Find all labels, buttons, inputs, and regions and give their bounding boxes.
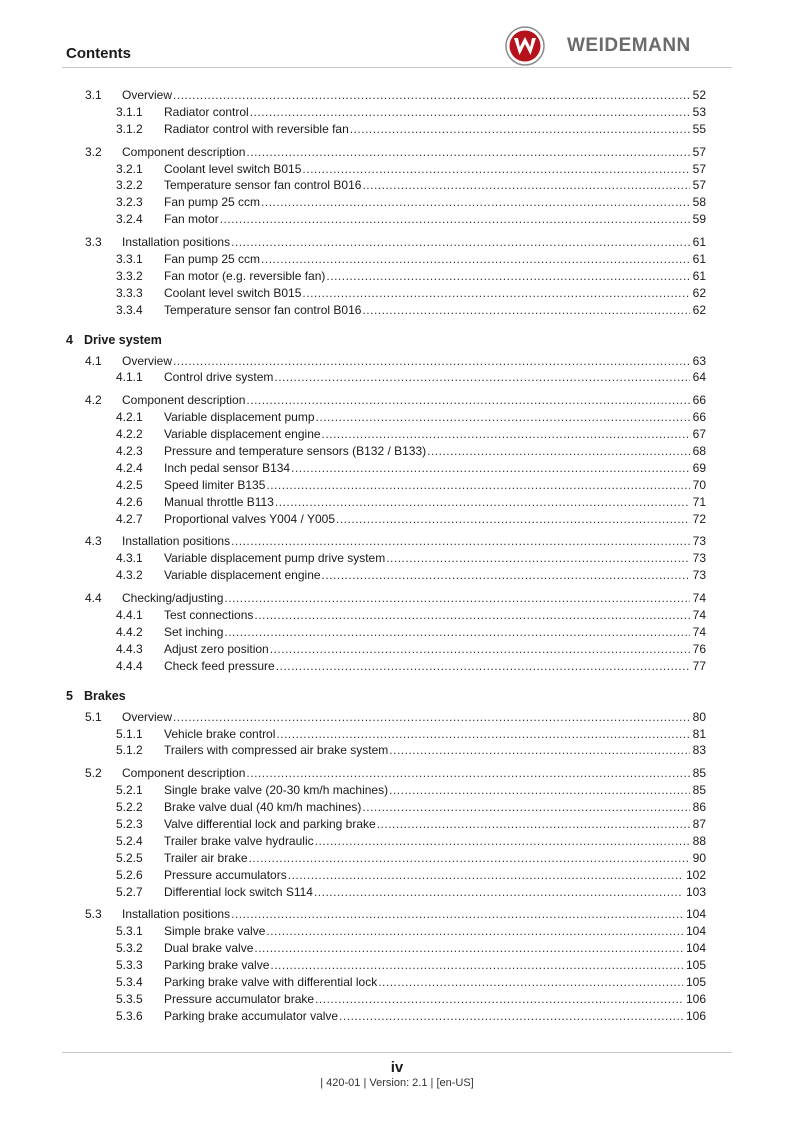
toc-section-number: 4.2.4 [116,460,143,475]
toc-entry[interactable] [0,641,794,658]
toc-section-title: Coolant level switch B015 [164,285,302,300]
toc-entry[interactable] [0,658,794,675]
table-of-contents [0,87,794,1025]
toc-page-number: 68 [690,443,706,460]
toc-section-title: Speed limiter B135 [164,477,266,492]
dot-leader [288,867,706,884]
dot-leader [362,302,706,319]
toc-section-title: Set inching [164,624,224,639]
toc-entry[interactable] [0,709,794,726]
toc-section-title: Variable displacement pump drive system [164,551,386,566]
toc-entry[interactable] [0,104,794,121]
toc-section-title: Adjust zero position [164,641,269,656]
toc-entry[interactable] [0,850,794,867]
toc-section-title: Component description [122,393,246,408]
dot-leader [246,765,706,782]
toc-section-title: Inch pedal sensor B134 [164,460,291,475]
dot-leader [250,104,706,121]
dot-leader [276,726,706,743]
toc-page-number: 104 [683,906,706,923]
toc-entry[interactable] [0,782,794,799]
toc-page-number: 87 [690,816,706,833]
toc-page-number: 77 [690,658,706,675]
toc-page-number: 62 [690,302,706,319]
toc-section-title: Fan pump 25 ccm [164,195,261,210]
toc-section-title: Installation positions [122,534,231,549]
toc-page-number: 73 [690,550,706,567]
toc-section-number: 5.2.4 [116,833,143,848]
toc-page-number: 61 [690,234,706,251]
header-divider [62,67,732,68]
toc-page-number: 104 [683,940,706,957]
toc-page-number: 55 [690,121,706,138]
toc-section-number: 5.3 [85,907,102,922]
toc-entry[interactable] [0,957,794,974]
toc-section-number: 4.2.7 [116,511,143,526]
toc-section-number: 5.2.3 [116,816,143,831]
dot-leader [377,816,706,833]
toc-section-title: Vehicle brake control [164,726,276,741]
toc-entry[interactable] [0,991,794,1008]
toc-section-number: 3.3.2 [116,268,143,283]
toc-section-number: 5.2.1 [116,783,143,798]
dot-leader [231,533,706,550]
toc-chapter-heading [0,329,794,351]
toc-entry[interactable] [0,443,794,460]
toc-entry[interactable] [0,369,794,386]
dot-leader [270,957,706,974]
toc-section-title: Control drive system [164,370,274,385]
dot-leader [378,974,706,991]
toc-section-number: 4.2.6 [116,494,143,509]
toc-entry[interactable] [0,194,794,211]
toc-section-title: Overview [122,709,173,724]
toc-entry[interactable] [0,742,794,759]
toc-page-number: 66 [690,409,706,426]
toc-page-number: 88 [690,833,706,850]
toc-section-number: 4.4.1 [116,608,143,623]
toc-entry[interactable] [0,460,794,477]
toc-entry[interactable] [0,285,794,302]
toc-section-number: 5 [66,688,73,703]
toc-page-number: 73 [690,533,706,550]
toc-section-number: 3.1.1 [116,104,143,119]
dot-leader [261,251,706,268]
toc-page-number: 57 [690,144,706,161]
toc-section-title: Pressure and temperature sensors (B132 / B133) [164,444,427,459]
toc-page-number: 69 [690,460,706,477]
toc-section-title: Valve differential lock and parking brake [164,816,376,831]
toc-section-number: 4.4 [85,591,102,606]
toc-section-number: 5.2.6 [116,867,143,882]
toc-entry[interactable] [0,477,794,494]
toc-section-title: Simple brake valve [164,924,266,939]
dot-leader [274,369,706,386]
toc-page-number: 74 [690,607,706,624]
dot-leader [427,443,706,460]
toc-entry[interactable] [0,251,794,268]
toc-section-title: Parking brake valve [164,958,270,973]
toc-section-number: 3.1 [85,88,102,102]
toc-entry[interactable] [0,177,794,194]
dot-leader [261,194,706,211]
toc-section-number: 5.3.6 [116,1008,143,1023]
toc-section-number: 5.3.3 [116,958,143,973]
toc-section-title: Pressure accumulator brake [164,991,315,1006]
dot-leader [173,353,706,370]
dot-leader [246,392,706,409]
toc-section-number: 4.4.4 [116,658,143,673]
dot-leader [339,1008,706,1025]
dot-leader [276,658,706,675]
toc-page-number: 67 [690,426,706,443]
dot-leader [291,460,706,477]
toc-section-number: 3.3.4 [116,302,143,317]
toc-page-number: 61 [690,268,706,285]
toc-entry[interactable] [0,607,794,624]
page-title: Contents [66,45,131,62]
toc-entry[interactable] [0,161,794,178]
toc-entry[interactable] [0,409,794,426]
toc-page-number: 85 [690,765,706,782]
toc-page-number: 66 [690,392,706,409]
toc-section-title: Component description [122,144,246,159]
dot-leader [220,211,706,228]
toc-entry[interactable] [0,923,794,940]
toc-page-number: 53 [690,104,706,121]
toc-entry[interactable] [0,833,794,850]
toc-page-number: 74 [690,590,706,607]
toc-entry[interactable] [0,494,794,511]
dot-leader [389,782,706,799]
toc-entry[interactable] [0,211,794,228]
toc-entry[interactable] [0,87,794,104]
toc-page-number: 103 [683,884,706,901]
toc-page-number: 106 [683,1008,706,1025]
dot-leader [316,409,706,426]
toc-entry[interactable] [0,144,794,161]
toc-section-title: Coolant level switch B015 [164,161,302,176]
toc-entry[interactable] [0,392,794,409]
dot-leader [249,850,706,867]
toc-section-title: Brake valve dual (40 km/h machines) [164,800,362,815]
toc-page-number: 86 [690,799,706,816]
toc-entry[interactable] [0,765,794,782]
toc-section-title: Variable displacement engine [164,568,321,583]
dot-leader [386,550,706,567]
toc-entry[interactable] [0,567,794,584]
toc-section-title: Fan pump 25 ccm [164,252,261,267]
dot-leader [246,144,706,161]
toc-section-title: Test connections [164,608,254,623]
toc-section-title: Differential lock switch S114 [164,884,313,899]
toc-section-title: Installation positions [122,907,231,922]
toc-page-number: 71 [690,494,706,511]
dot-leader [336,511,706,528]
brand-logo [505,26,691,66]
toc-section-title: Radiator control [164,104,249,119]
toc-section-title: Radiator control with reversible fan [164,121,349,136]
toc-section-title: Trailer brake valve hydraulic [164,833,314,848]
toc-entry[interactable] [0,533,794,550]
toc-page-number: 52 [690,87,706,104]
toc-page-number: 83 [690,742,706,759]
toc-section-number: 5.2.2 [116,800,143,815]
dot-leader [389,742,706,759]
toc-entry[interactable] [0,624,794,641]
toc-section-title: Parking brake accumulator valve [164,1008,339,1023]
toc-section-number: 5.3.4 [116,974,143,989]
toc-entry[interactable] [0,268,794,285]
toc-page-number: 73 [690,567,706,584]
document-version-info: | 420-01 | Version: 2.1 | [en-US] [320,1077,474,1089]
toc-section-title: Temperature sensor fan control B016 [164,178,362,193]
toc-section-title: Overview [122,88,173,102]
toc-section-title: Component description [122,766,246,781]
toc-entry[interactable] [0,867,794,884]
brand-name: WEIDEMANN [567,35,691,56]
toc-entry[interactable] [0,590,794,607]
toc-entry[interactable] [0,974,794,991]
toc-section-title: Drive system [84,332,162,347]
toc-section-number: 3.3.3 [116,285,143,300]
toc-section-title: Proportional valves Y004 / Y005 [164,511,336,526]
toc-section-title: Brakes [84,688,126,703]
toc-section-title: Checking/adjusting [122,591,224,606]
toc-section-number: 4.4.2 [116,624,143,639]
toc-section-number: 4.2.1 [116,410,143,425]
dot-leader [362,177,706,194]
toc-section-title: Variable displacement engine [164,427,321,442]
toc-entry[interactable] [0,940,794,957]
toc-section-number: 4.2.5 [116,477,143,492]
toc-page-number: 90 [690,850,706,867]
dot-leader [302,161,706,178]
toc-section-number: 4.3 [85,534,102,549]
toc-entry[interactable] [0,234,794,251]
toc-section-title: Check feed pressure [164,658,275,673]
toc-entry[interactable] [0,121,794,138]
toc-page-number: 74 [690,624,706,641]
toc-section-number: 4.1.1 [116,370,143,385]
weidemann-w-logo-icon [505,26,545,66]
toc-page-number: 76 [690,641,706,658]
toc-section-number: 4.3.1 [116,551,143,566]
dot-leader [315,991,706,1008]
dot-leader [302,285,706,302]
toc-page-number: 72 [690,511,706,528]
toc-entry[interactable] [0,799,794,816]
toc-section-title: Manual throttle B113 [164,494,274,509]
toc-entry[interactable] [0,426,794,443]
toc-section-title: Trailer air brake [164,850,248,865]
dot-leader [326,268,706,285]
page-number: iv [390,1059,404,1076]
toc-section-number: 3.2.3 [116,195,143,210]
toc-section-number: 5.3.5 [116,991,143,1006]
toc-section-title: Pressure accumulators [164,867,287,882]
toc-entry[interactable] [0,302,794,319]
dot-leader [231,234,706,251]
toc-section-number: 4.3.2 [116,568,143,583]
toc-page-number: 106 [683,991,706,1008]
toc-entry[interactable] [0,550,794,567]
toc-page-number: 105 [683,957,706,974]
dot-leader [322,426,706,443]
toc-section-number: 3.1.2 [116,121,143,136]
toc-section-number: 5.2.7 [116,884,143,899]
dot-leader [254,607,706,624]
toc-section-number: 4.2.2 [116,427,143,442]
toc-section-title: Fan motor [164,212,219,227]
dot-leader [362,799,706,816]
toc-page-number: 64 [690,369,706,386]
toc-section-number: 4.1 [85,353,102,368]
dot-leader [266,477,706,494]
toc-entry[interactable] [0,1008,794,1025]
toc-page-number: 63 [690,353,706,370]
dot-leader [314,884,706,901]
toc-section-number: 4 [66,332,73,347]
toc-section-title: Fan motor (e.g. reversible fan) [164,268,326,283]
toc-section-number: 3.2.1 [116,161,143,176]
toc-page-number: 57 [690,161,706,178]
toc-page-number: 70 [690,477,706,494]
toc-section-number: 4.2 [85,393,102,408]
dot-leader [173,709,706,726]
dot-leader [350,121,706,138]
toc-entry[interactable] [0,511,794,528]
toc-section-number: 3.2.2 [116,178,143,193]
dot-leader [224,590,706,607]
toc-section-number: 5.2 [85,766,102,781]
toc-section-number: 3.3 [85,235,102,250]
toc-section-title: Parking brake valve with differential lock [164,974,378,989]
toc-section-title: Overview [122,353,173,368]
toc-page-number: 57 [690,177,706,194]
toc-section-number: 3.2.4 [116,212,143,227]
toc-section-title: Single brake valve (20-30 km/h machines) [164,783,389,798]
footer-divider [62,1052,732,1053]
dot-leader [270,641,706,658]
toc-entry[interactable] [0,726,794,743]
toc-section-number: 3.3.1 [116,252,143,267]
toc-page-number: 81 [690,726,706,743]
toc-entry[interactable] [0,884,794,901]
dot-leader [275,494,706,511]
toc-section-number: 3.2 [85,144,102,159]
toc-section-number: 5.3.1 [116,924,143,939]
dot-leader [231,906,706,923]
toc-page-number: 62 [690,285,706,302]
toc-section-title: Dual brake valve [164,941,254,956]
toc-entry[interactable] [0,353,794,370]
toc-page-number: 58 [690,194,706,211]
toc-section-number: 4.2.3 [116,444,143,459]
toc-page-number: 102 [683,867,706,884]
toc-page-number: 61 [690,251,706,268]
toc-section-number: 5.2.5 [116,850,143,865]
toc-entry[interactable] [0,816,794,833]
toc-page-number: 104 [683,923,706,940]
toc-entry[interactable] [0,906,794,923]
toc-section-number: 5.3.2 [116,941,143,956]
toc-page-number: 80 [690,709,706,726]
toc-section-number: 5.1.2 [116,743,143,758]
dot-leader [224,624,706,641]
toc-chapter-heading [0,685,794,707]
dot-leader [322,567,706,584]
toc-section-number: 5.1.1 [116,726,143,741]
toc-page-number: 59 [690,211,706,228]
toc-section-number: 4.4.3 [116,641,143,656]
toc-page-number: 85 [690,782,706,799]
toc-page-number: 105 [683,974,706,991]
dot-leader [266,923,706,940]
toc-section-title: Installation positions [122,235,231,250]
dot-leader [173,87,706,104]
dot-leader [315,833,706,850]
toc-section-title: Temperature sensor fan control B016 [164,302,362,317]
dot-leader [254,940,706,957]
toc-section-title: Variable displacement pump [164,410,315,425]
toc-section-title: Trailers with compressed air brake system [164,743,389,758]
toc-section-number: 5.1 [85,709,102,724]
